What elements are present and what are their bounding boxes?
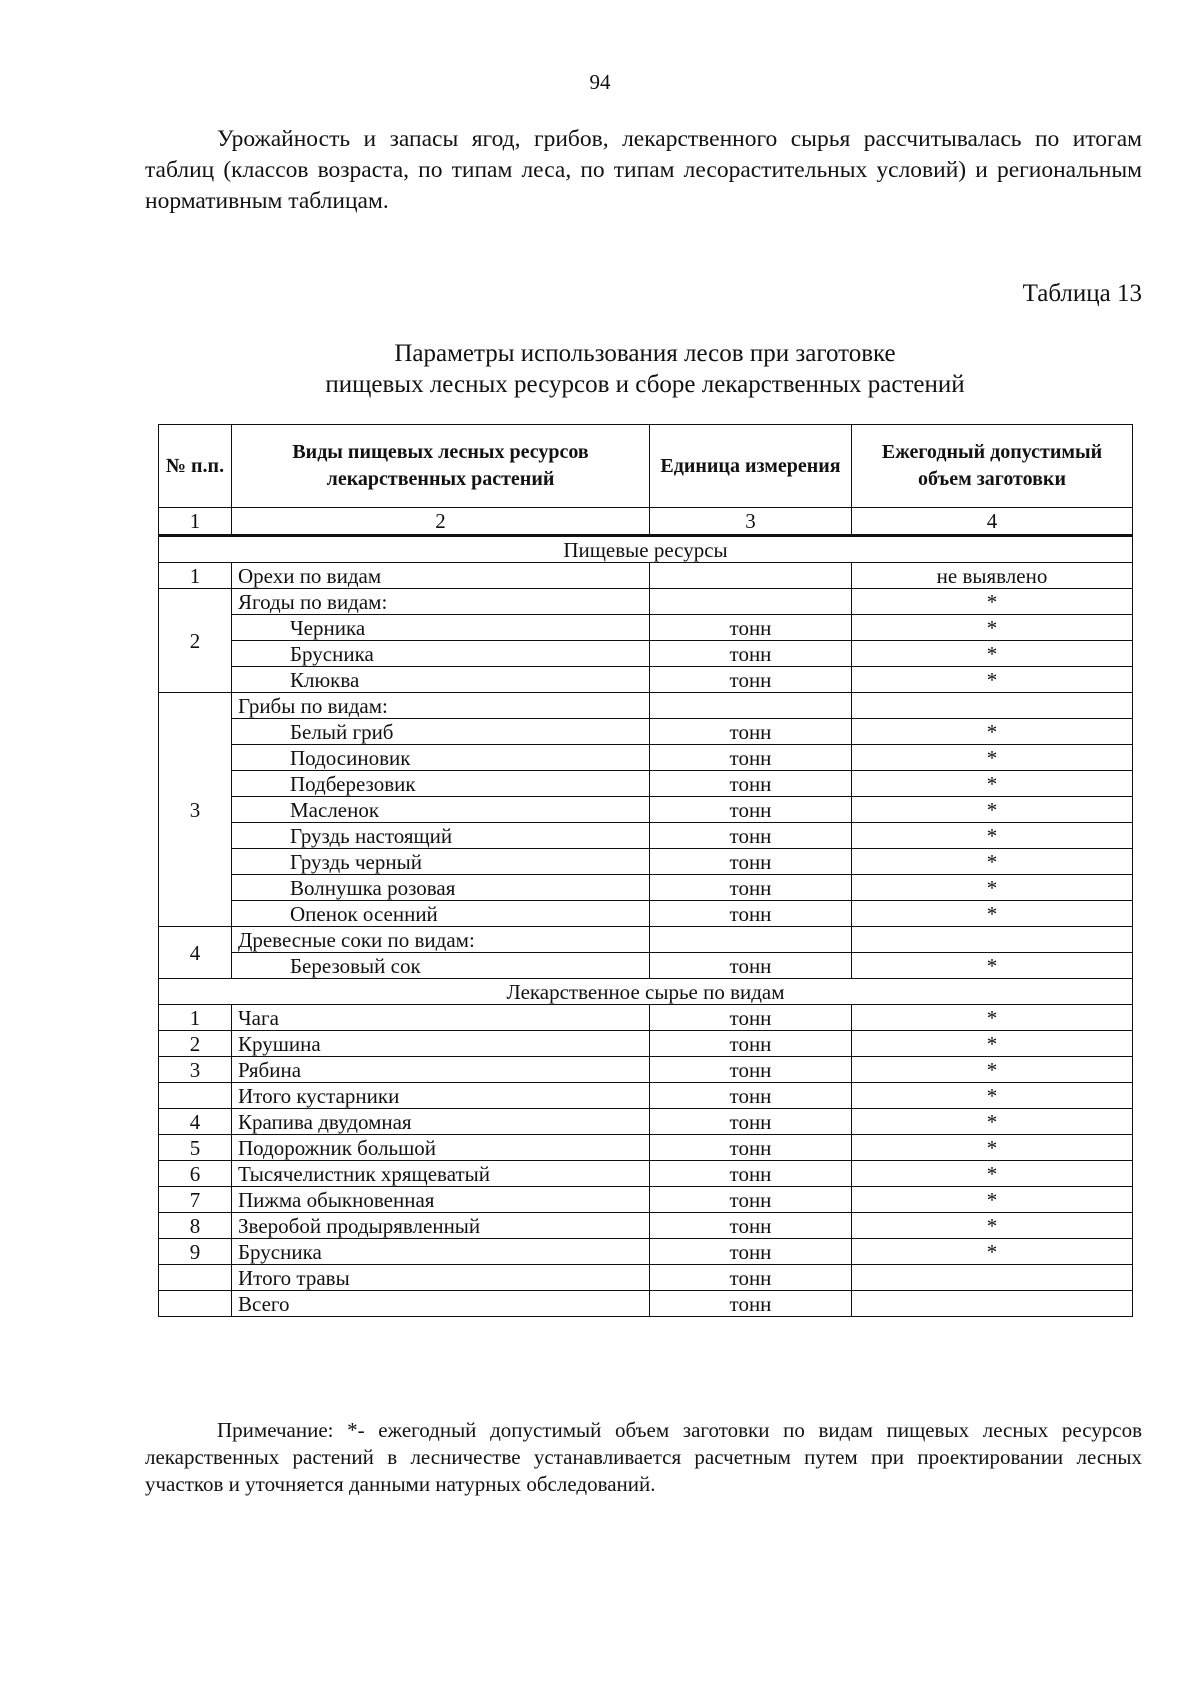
resource-group-name: Грибы по видам: bbox=[232, 693, 650, 719]
unit: тонн bbox=[650, 615, 852, 641]
table-caption bbox=[0, 338, 1200, 400]
row-number bbox=[159, 1291, 232, 1317]
volume-value: * bbox=[852, 875, 1133, 901]
resource-name: Клюква bbox=[232, 667, 650, 693]
unit: тонн bbox=[650, 1005, 852, 1031]
unit: тонн bbox=[650, 875, 852, 901]
table-note: Примечание: *- ежегодный допустимый объем заготовки по видам пищевых лесных ресурсов лекарственных растений в лесничестве устанавливается расчетным путем при проектировании лесных участков и уточняется данными натурных обследований. bbox=[145, 1418, 1142, 1496]
resource-name: Волнушка розовая bbox=[232, 875, 650, 901]
table-row bbox=[159, 823, 1133, 849]
volume-value: * bbox=[852, 797, 1133, 823]
resource-name: Орехи по видам bbox=[232, 563, 650, 589]
row-number bbox=[159, 1083, 232, 1109]
table-row bbox=[159, 927, 1133, 953]
volume-value: * bbox=[852, 771, 1133, 797]
table-row bbox=[159, 1031, 1133, 1057]
unit: тонн bbox=[650, 1291, 852, 1317]
row-number: 2 bbox=[159, 589, 232, 693]
resource-name: Груздь черный bbox=[232, 849, 650, 875]
volume-value: * bbox=[852, 641, 1133, 667]
row-number: 2 bbox=[159, 1031, 232, 1057]
header-resource-type: Виды пищевых лесных ресурсов лекарственных растений bbox=[232, 425, 650, 508]
caption-line-1: Параметры использования лесов при заготовке bbox=[394, 340, 896, 367]
unit: тонн bbox=[650, 1239, 852, 1265]
volume-value: * bbox=[852, 823, 1133, 849]
header-annual-volume: Ежегодный допустимый объем заготовки bbox=[852, 425, 1133, 508]
volume-value: * bbox=[852, 1005, 1133, 1031]
resource-name: Масленок bbox=[232, 797, 650, 823]
unit bbox=[650, 563, 852, 589]
resource-name: Крапива двудомная bbox=[232, 1109, 650, 1135]
resource-name: Брусника bbox=[232, 1239, 650, 1265]
row-number: 6 bbox=[159, 1161, 232, 1187]
resource-name: Подорожник большой bbox=[232, 1135, 650, 1161]
volume-value: * bbox=[852, 1239, 1133, 1265]
table-row bbox=[159, 745, 1133, 771]
resource-name: Рябина bbox=[232, 1057, 650, 1083]
resource-group-name: Древесные соки по видам: bbox=[232, 927, 650, 953]
volume-value: * bbox=[852, 1187, 1133, 1213]
unit: тонн bbox=[650, 1031, 852, 1057]
volume-value: * bbox=[852, 953, 1133, 979]
row-number bbox=[159, 1265, 232, 1291]
table-row bbox=[159, 1109, 1133, 1135]
unit: тонн bbox=[650, 745, 852, 771]
unit: тонн bbox=[650, 953, 852, 979]
volume-value: * bbox=[852, 849, 1133, 875]
header-row bbox=[159, 425, 1133, 508]
table-row bbox=[159, 875, 1133, 901]
unit: тонн bbox=[650, 901, 852, 927]
resource-group-name: Ягоды по видам: bbox=[232, 589, 650, 615]
unit: тонн bbox=[650, 667, 852, 693]
resources-table bbox=[158, 424, 1133, 1317]
row-number: 5 bbox=[159, 1135, 232, 1161]
volume-value: * bbox=[852, 719, 1133, 745]
unit bbox=[650, 927, 852, 953]
column-number: 2 bbox=[232, 508, 650, 536]
section-row-food bbox=[159, 536, 1133, 563]
column-number: 1 bbox=[159, 508, 232, 536]
volume-value: * bbox=[852, 667, 1133, 693]
row-number: 4 bbox=[159, 927, 232, 979]
table-row bbox=[159, 1161, 1133, 1187]
table-row bbox=[159, 641, 1133, 667]
header-number: № п.п. bbox=[159, 425, 232, 508]
volume-value: * bbox=[852, 1213, 1133, 1239]
table-row bbox=[159, 615, 1133, 641]
volume-value: * bbox=[852, 1083, 1133, 1109]
volume-value: * bbox=[852, 589, 1133, 615]
column-number: 4 bbox=[852, 508, 1133, 536]
volume-value: * bbox=[852, 1057, 1133, 1083]
volume-value bbox=[852, 1265, 1133, 1291]
table-row bbox=[159, 563, 1133, 589]
table-row bbox=[159, 693, 1133, 719]
row-number: 1 bbox=[159, 563, 232, 589]
table-row bbox=[159, 797, 1133, 823]
table-row bbox=[159, 667, 1133, 693]
unit: тонн bbox=[650, 823, 852, 849]
table-row bbox=[159, 589, 1133, 615]
resource-name: Крушина bbox=[232, 1031, 650, 1057]
resource-name: Подосиновик bbox=[232, 745, 650, 771]
table-label: Таблица 13 bbox=[1022, 280, 1142, 307]
volume-value: * bbox=[852, 1031, 1133, 1057]
unit: тонн bbox=[650, 1057, 852, 1083]
row-number: 3 bbox=[159, 1057, 232, 1083]
row-number: 3 bbox=[159, 693, 232, 927]
volume-value: * bbox=[852, 745, 1133, 771]
table-row bbox=[159, 1005, 1133, 1031]
resource-name: Итого кустарники bbox=[232, 1083, 650, 1109]
volume-value bbox=[852, 693, 1133, 719]
table-row bbox=[159, 1083, 1133, 1109]
unit: тонн bbox=[650, 1109, 852, 1135]
resource-name: Черника bbox=[232, 615, 650, 641]
volume-value bbox=[852, 927, 1133, 953]
unit: тонн bbox=[650, 1161, 852, 1187]
resource-name: Тысячелистник хрящеватый bbox=[232, 1161, 650, 1187]
resource-name: Итого травы bbox=[232, 1265, 650, 1291]
table-row bbox=[159, 719, 1133, 745]
unit: тонн bbox=[650, 719, 852, 745]
section-row-medicinal bbox=[159, 979, 1133, 1005]
unit: тонн bbox=[650, 1187, 852, 1213]
table-row bbox=[159, 1057, 1133, 1083]
table-row bbox=[159, 1291, 1133, 1317]
unit: тонн bbox=[650, 641, 852, 667]
unit: тонн bbox=[650, 1135, 852, 1161]
resource-name: Всего bbox=[232, 1291, 650, 1317]
table-row bbox=[159, 1187, 1133, 1213]
table-row bbox=[159, 771, 1133, 797]
caption-line-2: пищевых лесных ресурсов и сборе лекарственных растений bbox=[325, 371, 965, 398]
row-number: 7 bbox=[159, 1187, 232, 1213]
table-row bbox=[159, 1239, 1133, 1265]
resource-name: Опенок осенний bbox=[232, 901, 650, 927]
header-unit: Единица измерения bbox=[650, 425, 852, 508]
table-row bbox=[159, 1213, 1133, 1239]
table-row bbox=[159, 849, 1133, 875]
table-row bbox=[159, 953, 1133, 979]
page-number: 94 bbox=[589, 70, 611, 94]
row-number: 1 bbox=[159, 1005, 232, 1031]
section-title: Лекарственное сырье по видам bbox=[159, 979, 1133, 1005]
row-number: 8 bbox=[159, 1213, 232, 1239]
resource-name: Белый гриб bbox=[232, 719, 650, 745]
resource-name: Чага bbox=[232, 1005, 650, 1031]
resource-name: Груздь настоящий bbox=[232, 823, 650, 849]
resource-name: Зверобой продырявленный bbox=[232, 1213, 650, 1239]
row-number: 4 bbox=[159, 1109, 232, 1135]
volume-value: * bbox=[852, 901, 1133, 927]
section-title: Пищевые ресурсы bbox=[159, 536, 1133, 563]
volume-value: не выявлено bbox=[852, 563, 1133, 589]
unit bbox=[650, 589, 852, 615]
unit: тонн bbox=[650, 1265, 852, 1291]
unit: тонн bbox=[650, 771, 852, 797]
resource-name: Подберезовик bbox=[232, 771, 650, 797]
volume-value: * bbox=[852, 1135, 1133, 1161]
unit: тонн bbox=[650, 797, 852, 823]
unit bbox=[650, 693, 852, 719]
resource-name: Пижма обыкновенная bbox=[232, 1187, 650, 1213]
resource-name: Брусника bbox=[232, 641, 650, 667]
table-row bbox=[159, 1135, 1133, 1161]
volume-value: * bbox=[852, 1161, 1133, 1187]
volume-value bbox=[852, 1291, 1133, 1317]
column-number-row bbox=[159, 508, 1133, 536]
table-row bbox=[159, 901, 1133, 927]
volume-value: * bbox=[852, 1109, 1133, 1135]
intro-paragraph: Урожайность и запасы ягод, грибов, лекарственного сырья рассчитывалась по итогам таблиц (классов возраста, по типам леса, по типам лесорастительных условий) и региональным нормативным таблицам. bbox=[145, 126, 1142, 214]
volume-value: * bbox=[852, 615, 1133, 641]
unit: тонн bbox=[650, 849, 852, 875]
column-number: 3 bbox=[650, 508, 852, 536]
unit: тонн bbox=[650, 1213, 852, 1239]
unit: тонн bbox=[650, 1083, 852, 1109]
resource-name: Березовый сок bbox=[232, 953, 650, 979]
table-row bbox=[159, 1265, 1133, 1291]
row-number: 9 bbox=[159, 1239, 232, 1265]
